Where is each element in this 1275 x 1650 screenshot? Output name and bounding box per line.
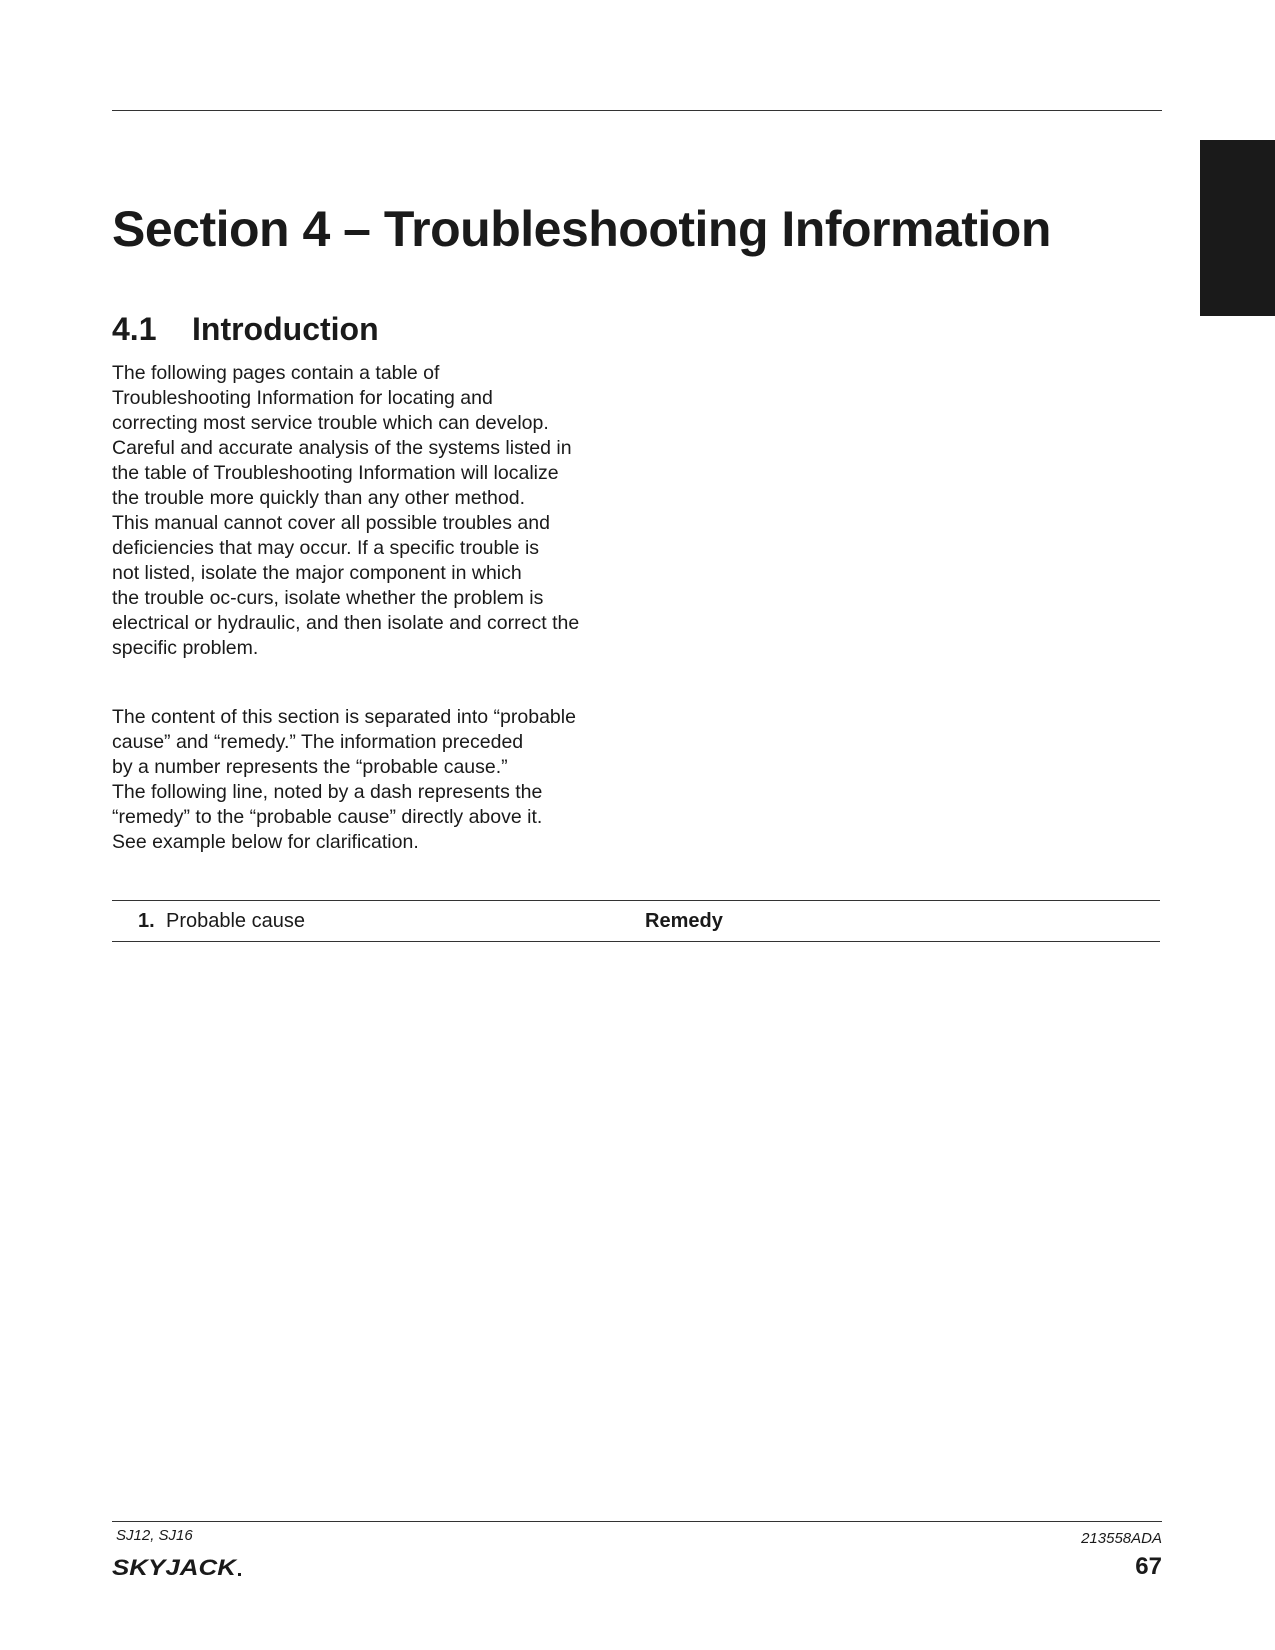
skyjack-logo xyxy=(112,1556,244,1578)
text-line: Troubleshooting Information for locating and xyxy=(112,387,493,409)
page-number: 67 xyxy=(1135,1553,1162,1580)
section-title: Section 4 – Troubleshooting Information xyxy=(112,201,1051,257)
example-probable-cause: Probable cause xyxy=(166,910,305,932)
subsection-title: Introduction xyxy=(192,311,379,347)
text-line: the trouble oc-curs, isolate whether the problem is xyxy=(112,587,544,609)
footer-rule xyxy=(112,1521,1162,1522)
text-line: by a number represents the “probable cause.” xyxy=(112,756,508,778)
text-line: The content of this section is separated into “probable xyxy=(112,706,576,728)
text-line: specific problem. xyxy=(112,637,259,659)
text-line: See example below for clarification. xyxy=(112,831,419,853)
text-line: cause” and “remedy.” The information preceded xyxy=(112,731,524,753)
text-line: This manual cannot cover all possible troubles and xyxy=(112,512,550,534)
text-line: the table of Troubleshooting Information will localize xyxy=(112,462,559,484)
text-line: correcting most service trouble which can develop. xyxy=(112,412,549,434)
text-line: the trouble more quickly than any other method. xyxy=(112,487,525,509)
example-item-number: 1. xyxy=(138,910,155,932)
header-rule xyxy=(112,110,1162,111)
svg-text:SKYJACK: SKYJACK xyxy=(112,1556,239,1578)
subsection-heading xyxy=(112,311,379,348)
footer-models: SJ12, SJ16 xyxy=(116,1527,193,1544)
text-line: “remedy” to the “probable cause” directly above it. xyxy=(112,806,543,828)
intro-paragraph-2 xyxy=(112,705,632,855)
text-line: deficiencies that may occur. If a specific trouble is xyxy=(112,537,540,559)
footer-document-number: 213558ADA xyxy=(1081,1530,1162,1547)
text-line: electrical or hydraulic, and then isolate and correct the xyxy=(112,612,580,634)
example-remedy-header: Remedy xyxy=(645,910,723,932)
intro-paragraph-1 xyxy=(112,361,632,661)
text-line: not listed, isolate the major component in which xyxy=(112,562,522,584)
example-table xyxy=(112,900,1160,942)
section-tab-marker xyxy=(1200,140,1275,316)
text-line: The following line, noted by a dash represents the xyxy=(112,781,543,803)
text-line: Careful and accurate analysis of the systems listed in xyxy=(112,437,572,459)
text-line: The following pages contain a table of xyxy=(112,362,440,384)
subsection-number: 4.1 xyxy=(112,311,157,347)
